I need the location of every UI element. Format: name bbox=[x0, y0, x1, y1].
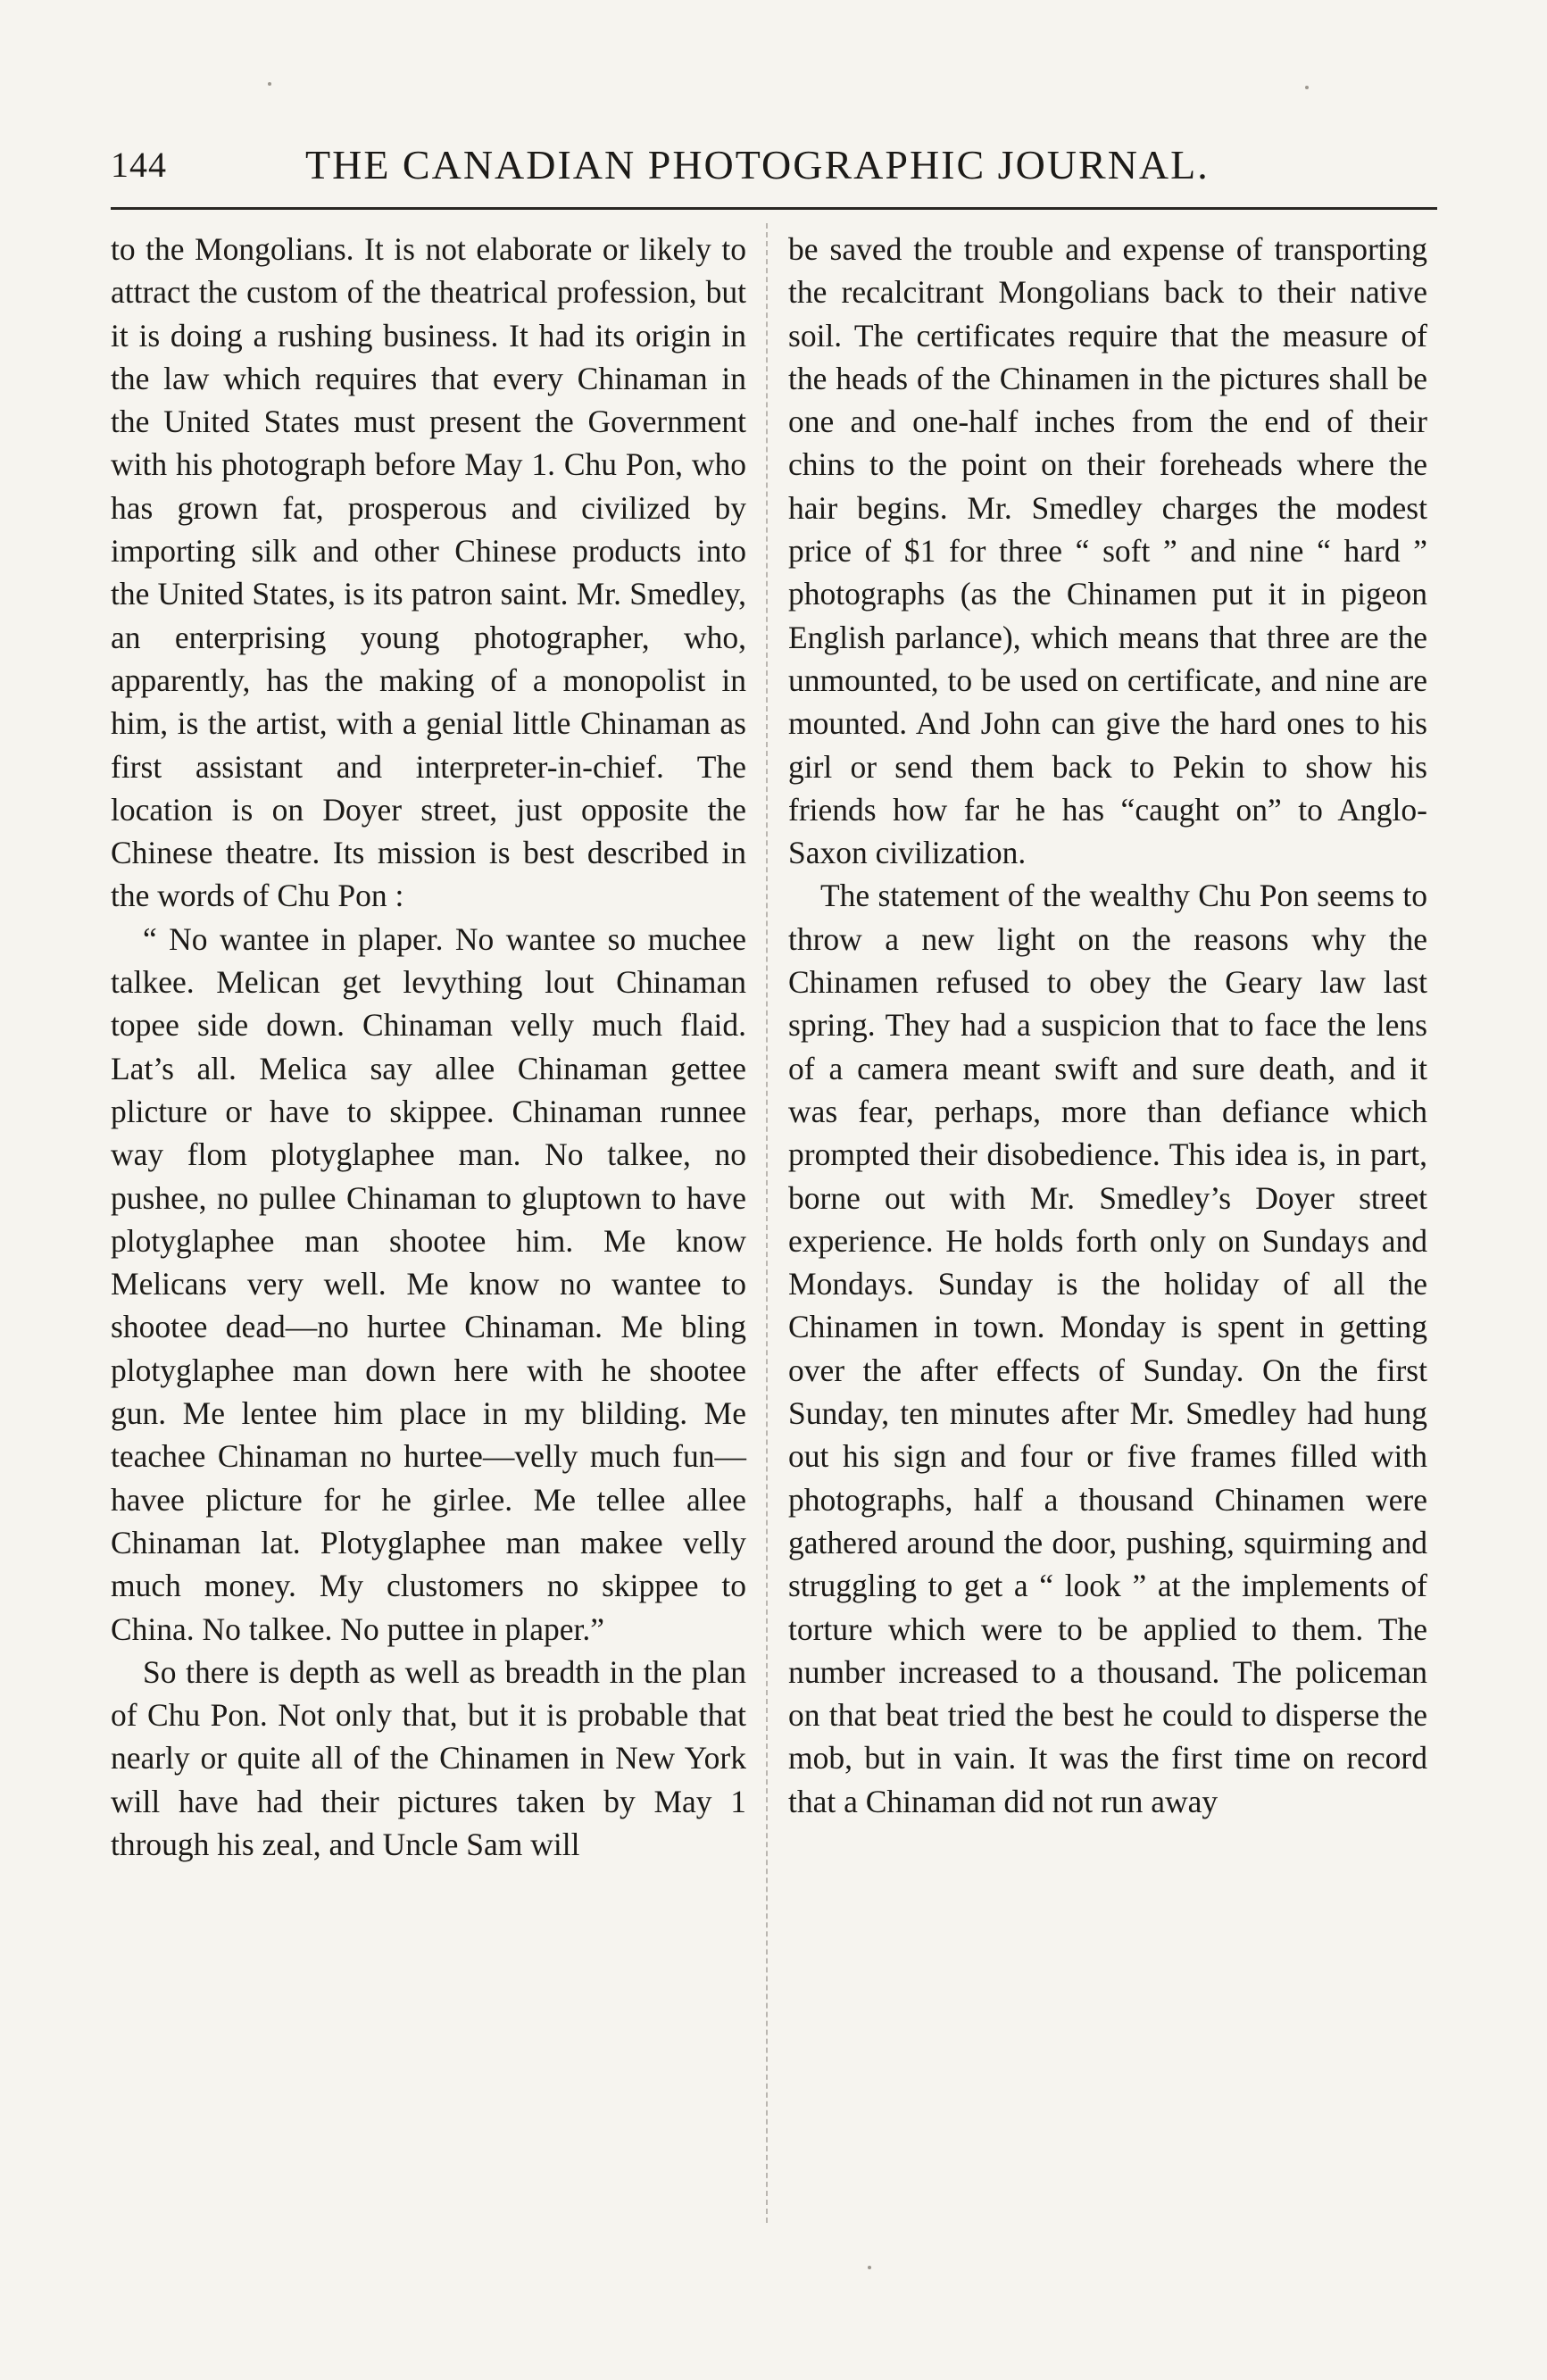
page-number: 144 bbox=[111, 145, 167, 185]
right-column bbox=[788, 228, 1427, 1823]
header-rule bbox=[111, 207, 1437, 210]
paragraph: So there is depth as well as breadth in the plan of Chu Pon. Not only that, but it is probable that nearly or quite all of the Chinamen in New York will have had their pictures taken by May 1 through his zeal, and Uncle Sam will bbox=[111, 1653, 746, 1862]
paper-speck bbox=[268, 82, 271, 86]
running-header bbox=[111, 134, 1437, 196]
paper-speck bbox=[868, 2266, 871, 2269]
paragraph: be saved the trouble and expense of transporting the recalcitrant Mongolians back to their native soil. The certificates require that the measure of the heads of the Chinamen in the pictures shall be one and one-half inches from the end of their chins to the point on their foreheads where the hair begins. Mr. Smedley charges the modest price of $1 for three “ soft ” and nine “ hard ” photographs (as the Chinamen put it in pigeon English parlance), which means that three are the unmounted, to be used on certificate, and nine are mounted. And John can give the hard ones to his girl or send them back to Pekin to show his friends how far he has “caught on” to Anglo-Saxon civilization. bbox=[788, 231, 1427, 871]
paragraph: The statement of the wealthy Chu Pon seems to throw a new light on the reasons why the Chinamen refused to obey the Geary law last spring. They had a suspicion that to face the lens of a camera meant swift and sure death, and it was fear, perhaps, more than defiance which prompted their disobedience. This idea is, in part, borne out with Mr. Smedley’s Doyer street experience. He holds forth only on Sundays and Mondays. Sunday is the holiday of all the Chinamen in town. Monday is spent in getting over the after effects of Sunday. On the first Sunday, ten minutes after Mr. Smedley had hung out his sign and four or five frames filled with photographs, half a thousand Chinamen were gathered around the door, pushing, squirming and struggling to get a “ look ” at the implements of torture which were to be applied to them. The number increased to a thousand. The policeman on that beat tried the best he could to disperse the mob, but in vain. It was the first time on record that a Chinaman did not run away bbox=[788, 878, 1427, 1819]
left-column bbox=[111, 228, 746, 1866]
paragraph: to the Mongolians. It is not elaborate or likely to attract the custom of the theatrical profession, but it is doing a rushing business. It had its origin in the law which requires that every Chinaman in the United States must present the Government with his photograph before May 1. Chu Pon, who has grown fat, prosperous and civilized by importing silk and other Chinese products into the United States, is its patron saint. Mr. Smedley, an enterprising young photographer, who, apparently, has the making of a monopolist in him, is the artist, with a genial little Chinaman as first assistant and interpreter-in-chief. The location is on Doyer street, just opposite the Chinese theatre. Its mission is best described in the words of Chu Pon : bbox=[111, 231, 746, 914]
paper-speck bbox=[1305, 86, 1309, 89]
journal-title: THE CANADIAN PHOTOGRAPHIC JOURNAL. bbox=[305, 142, 1210, 187]
paragraph-quote: “ No wantee in plaper. No wantee so muchee talkee. Melican get levything lout Chinaman topee side down. Chinaman velly much flaid. Lat’s all. Melica say allee Chinaman gettee plicture or have to skippee. Chinaman runnee way flom plotyglaphee man. No talkee, no pushee, no pullee Chinaman to gluptown to have plotyglaphee man shootee him. Me know Melicans very well. Me know no wantee to shootee dead—no hurtee Chinaman. Me bling plotyglaphee man down here with he shootee gun. Me lentee him place in my blilding. Me teachee Chinaman no hurtee—velly much fun—havee plicture for he girlee. Me tellee allee Chinaman lat. Plotyglaphee man makee velly much money. My clustomers no skippee to China. No talkee. No puttee in plaper.” bbox=[111, 920, 746, 1647]
column-divider bbox=[766, 223, 768, 2223]
